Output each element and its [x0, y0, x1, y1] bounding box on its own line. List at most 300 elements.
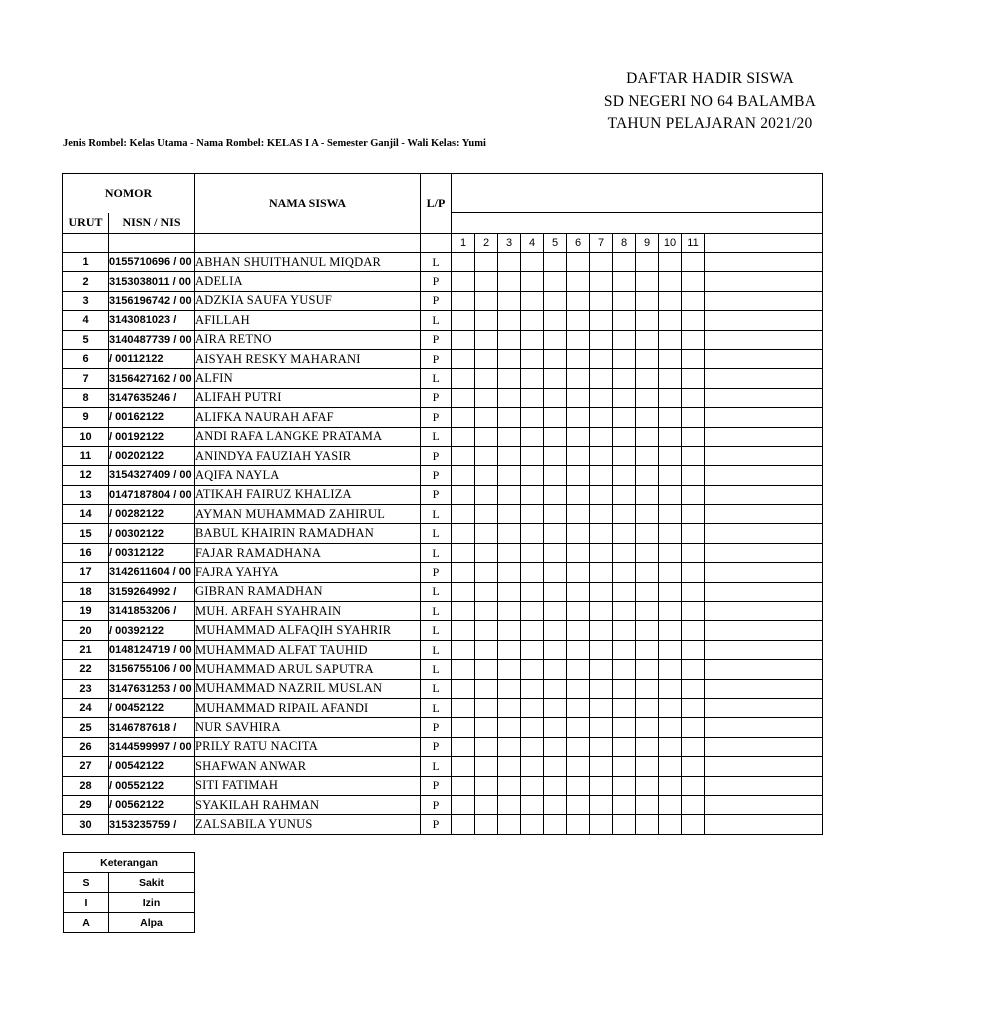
attendance-cell[interactable]	[475, 272, 498, 291]
attendance-cell[interactable]	[705, 718, 823, 737]
attendance-cell[interactable]	[636, 543, 659, 562]
attendance-cell[interactable]	[659, 640, 682, 659]
attendance-cell[interactable]	[705, 640, 823, 659]
attendance-cell[interactable]	[452, 446, 475, 465]
attendance-cell[interactable]	[498, 388, 521, 407]
attendance-cell[interactable]	[705, 737, 823, 756]
attendance-cell[interactable]	[636, 737, 659, 756]
attendance-cell[interactable]	[682, 466, 705, 485]
attendance-cell[interactable]	[544, 369, 567, 388]
attendance-cell[interactable]	[452, 660, 475, 679]
attendance-cell[interactable]	[682, 795, 705, 814]
attendance-cell[interactable]	[452, 330, 475, 349]
attendance-cell[interactable]	[521, 679, 544, 698]
attendance-cell[interactable]	[659, 272, 682, 291]
attendance-cell[interactable]	[475, 815, 498, 834]
attendance-cell[interactable]	[659, 698, 682, 717]
attendance-cell[interactable]	[544, 408, 567, 427]
attendance-cell[interactable]	[613, 505, 636, 524]
attendance-cell[interactable]	[590, 776, 613, 795]
attendance-cell[interactable]	[521, 408, 544, 427]
attendance-cell[interactable]	[452, 776, 475, 795]
attendance-cell[interactable]	[498, 524, 521, 543]
attendance-cell[interactable]	[659, 524, 682, 543]
attendance-cell[interactable]	[590, 349, 613, 368]
attendance-cell[interactable]	[498, 272, 521, 291]
attendance-cell[interactable]	[590, 757, 613, 776]
attendance-cell[interactable]	[682, 563, 705, 582]
attendance-cell[interactable]	[659, 737, 682, 756]
attendance-cell[interactable]	[521, 543, 544, 562]
attendance-cell[interactable]	[475, 291, 498, 310]
attendance-cell[interactable]	[590, 718, 613, 737]
attendance-cell[interactable]	[613, 776, 636, 795]
attendance-cell[interactable]	[613, 349, 636, 368]
attendance-cell[interactable]	[636, 505, 659, 524]
attendance-cell[interactable]	[682, 330, 705, 349]
attendance-cell[interactable]	[567, 272, 590, 291]
attendance-cell[interactable]	[682, 602, 705, 621]
attendance-cell[interactable]	[567, 563, 590, 582]
attendance-cell[interactable]	[636, 563, 659, 582]
attendance-cell[interactable]	[475, 660, 498, 679]
attendance-cell[interactable]	[452, 272, 475, 291]
attendance-cell[interactable]	[659, 776, 682, 795]
attendance-cell[interactable]	[659, 679, 682, 698]
attendance-cell[interactable]	[659, 815, 682, 834]
attendance-cell[interactable]	[452, 621, 475, 640]
attendance-cell[interactable]	[452, 679, 475, 698]
attendance-cell[interactable]	[452, 602, 475, 621]
attendance-cell[interactable]	[544, 427, 567, 446]
attendance-cell[interactable]	[590, 698, 613, 717]
attendance-cell[interactable]	[636, 291, 659, 310]
attendance-cell[interactable]	[613, 815, 636, 834]
attendance-cell[interactable]	[452, 408, 475, 427]
attendance-cell[interactable]	[521, 815, 544, 834]
attendance-cell[interactable]	[567, 543, 590, 562]
attendance-cell[interactable]	[682, 698, 705, 717]
attendance-cell[interactable]	[590, 311, 613, 330]
attendance-cell[interactable]	[613, 408, 636, 427]
attendance-cell[interactable]	[659, 795, 682, 814]
attendance-cell[interactable]	[521, 737, 544, 756]
attendance-cell[interactable]	[705, 815, 823, 834]
attendance-cell[interactable]	[636, 427, 659, 446]
attendance-cell[interactable]	[705, 446, 823, 465]
attendance-cell[interactable]	[567, 485, 590, 504]
attendance-cell[interactable]	[659, 757, 682, 776]
attendance-cell[interactable]	[475, 698, 498, 717]
attendance-cell[interactable]	[659, 718, 682, 737]
attendance-cell[interactable]	[498, 621, 521, 640]
attendance-cell[interactable]	[475, 718, 498, 737]
attendance-cell[interactable]	[682, 718, 705, 737]
attendance-cell[interactable]	[659, 602, 682, 621]
attendance-cell[interactable]	[636, 815, 659, 834]
attendance-cell[interactable]	[544, 505, 567, 524]
attendance-cell[interactable]	[590, 621, 613, 640]
attendance-cell[interactable]	[590, 272, 613, 291]
attendance-cell[interactable]	[705, 466, 823, 485]
attendance-cell[interactable]	[544, 815, 567, 834]
attendance-cell[interactable]	[498, 815, 521, 834]
attendance-cell[interactable]	[475, 466, 498, 485]
attendance-cell[interactable]	[498, 408, 521, 427]
attendance-cell[interactable]	[636, 757, 659, 776]
attendance-cell[interactable]	[521, 291, 544, 310]
attendance-cell[interactable]	[590, 679, 613, 698]
attendance-cell[interactable]	[590, 815, 613, 834]
attendance-cell[interactable]	[498, 446, 521, 465]
attendance-cell[interactable]	[521, 698, 544, 717]
attendance-cell[interactable]	[659, 660, 682, 679]
attendance-cell[interactable]	[452, 466, 475, 485]
attendance-cell[interactable]	[452, 505, 475, 524]
attendance-cell[interactable]	[498, 602, 521, 621]
attendance-cell[interactable]	[452, 795, 475, 814]
attendance-cell[interactable]	[705, 369, 823, 388]
attendance-cell[interactable]	[452, 563, 475, 582]
attendance-cell[interactable]	[636, 485, 659, 504]
attendance-cell[interactable]	[682, 369, 705, 388]
attendance-cell[interactable]	[705, 602, 823, 621]
attendance-cell[interactable]	[475, 311, 498, 330]
attendance-cell[interactable]	[567, 815, 590, 834]
attendance-cell[interactable]	[636, 795, 659, 814]
attendance-cell[interactable]	[705, 543, 823, 562]
attendance-cell[interactable]	[705, 757, 823, 776]
attendance-cell[interactable]	[613, 253, 636, 272]
attendance-cell[interactable]	[452, 815, 475, 834]
attendance-cell[interactable]	[636, 776, 659, 795]
attendance-cell[interactable]	[544, 524, 567, 543]
attendance-cell[interactable]	[682, 815, 705, 834]
attendance-cell[interactable]	[521, 563, 544, 582]
attendance-cell[interactable]	[590, 660, 613, 679]
attendance-cell[interactable]	[613, 291, 636, 310]
attendance-cell[interactable]	[452, 698, 475, 717]
attendance-cell[interactable]	[590, 369, 613, 388]
attendance-cell[interactable]	[682, 446, 705, 465]
attendance-cell[interactable]	[544, 388, 567, 407]
attendance-cell[interactable]	[498, 718, 521, 737]
attendance-cell[interactable]	[567, 795, 590, 814]
attendance-cell[interactable]	[544, 679, 567, 698]
attendance-cell[interactable]	[682, 311, 705, 330]
attendance-cell[interactable]	[475, 757, 498, 776]
attendance-cell[interactable]	[636, 582, 659, 601]
attendance-cell[interactable]	[659, 369, 682, 388]
attendance-cell[interactable]	[613, 795, 636, 814]
attendance-cell[interactable]	[498, 563, 521, 582]
attendance-cell[interactable]	[659, 485, 682, 504]
attendance-cell[interactable]	[521, 757, 544, 776]
attendance-cell[interactable]	[659, 466, 682, 485]
attendance-cell[interactable]	[452, 582, 475, 601]
attendance-cell[interactable]	[636, 253, 659, 272]
attendance-cell[interactable]	[613, 621, 636, 640]
attendance-cell[interactable]	[544, 776, 567, 795]
attendance-cell[interactable]	[590, 330, 613, 349]
attendance-cell[interactable]	[521, 446, 544, 465]
attendance-cell[interactable]	[613, 543, 636, 562]
attendance-cell[interactable]	[613, 640, 636, 659]
attendance-cell[interactable]	[452, 718, 475, 737]
attendance-cell[interactable]	[590, 602, 613, 621]
attendance-cell[interactable]	[544, 330, 567, 349]
attendance-cell[interactable]	[521, 621, 544, 640]
attendance-cell[interactable]	[682, 349, 705, 368]
attendance-cell[interactable]	[452, 524, 475, 543]
attendance-cell[interactable]	[498, 466, 521, 485]
attendance-cell[interactable]	[613, 388, 636, 407]
attendance-cell[interactable]	[475, 679, 498, 698]
attendance-cell[interactable]	[452, 737, 475, 756]
attendance-cell[interactable]	[498, 505, 521, 524]
attendance-cell[interactable]	[659, 330, 682, 349]
attendance-cell[interactable]	[544, 718, 567, 737]
attendance-cell[interactable]	[636, 369, 659, 388]
attendance-cell[interactable]	[682, 737, 705, 756]
attendance-cell[interactable]	[521, 349, 544, 368]
attendance-cell[interactable]	[544, 640, 567, 659]
attendance-cell[interactable]	[682, 660, 705, 679]
attendance-cell[interactable]	[590, 582, 613, 601]
attendance-cell[interactable]	[452, 291, 475, 310]
attendance-cell[interactable]	[590, 737, 613, 756]
attendance-cell[interactable]	[705, 330, 823, 349]
attendance-cell[interactable]	[613, 427, 636, 446]
attendance-cell[interactable]	[475, 621, 498, 640]
attendance-cell[interactable]	[613, 660, 636, 679]
attendance-cell[interactable]	[682, 640, 705, 659]
attendance-cell[interactable]	[636, 272, 659, 291]
attendance-cell[interactable]	[475, 776, 498, 795]
attendance-cell[interactable]	[567, 466, 590, 485]
attendance-cell[interactable]	[452, 543, 475, 562]
attendance-cell[interactable]	[475, 563, 498, 582]
attendance-cell[interactable]	[705, 776, 823, 795]
attendance-cell[interactable]	[475, 485, 498, 504]
attendance-cell[interactable]	[567, 776, 590, 795]
attendance-cell[interactable]	[475, 505, 498, 524]
attendance-cell[interactable]	[567, 253, 590, 272]
attendance-cell[interactable]	[498, 253, 521, 272]
attendance-cell[interactable]	[567, 349, 590, 368]
attendance-cell[interactable]	[567, 427, 590, 446]
attendance-cell[interactable]	[636, 408, 659, 427]
attendance-cell[interactable]	[659, 505, 682, 524]
attendance-cell[interactable]	[636, 679, 659, 698]
attendance-cell[interactable]	[544, 582, 567, 601]
attendance-cell[interactable]	[452, 485, 475, 504]
attendance-cell[interactable]	[521, 311, 544, 330]
attendance-cell[interactable]	[705, 427, 823, 446]
attendance-cell[interactable]	[521, 466, 544, 485]
attendance-cell[interactable]	[636, 466, 659, 485]
attendance-cell[interactable]	[498, 679, 521, 698]
attendance-cell[interactable]	[498, 291, 521, 310]
attendance-cell[interactable]	[613, 446, 636, 465]
attendance-cell[interactable]	[567, 446, 590, 465]
attendance-cell[interactable]	[521, 388, 544, 407]
attendance-cell[interactable]	[544, 311, 567, 330]
attendance-cell[interactable]	[613, 698, 636, 717]
attendance-cell[interactable]	[705, 388, 823, 407]
attendance-cell[interactable]	[636, 330, 659, 349]
attendance-cell[interactable]	[590, 640, 613, 659]
attendance-cell[interactable]	[613, 757, 636, 776]
attendance-cell[interactable]	[613, 718, 636, 737]
attendance-cell[interactable]	[659, 543, 682, 562]
attendance-cell[interactable]	[567, 698, 590, 717]
attendance-cell[interactable]	[590, 427, 613, 446]
attendance-cell[interactable]	[452, 757, 475, 776]
attendance-cell[interactable]	[452, 369, 475, 388]
attendance-cell[interactable]	[567, 330, 590, 349]
attendance-cell[interactable]	[567, 660, 590, 679]
attendance-cell[interactable]	[521, 524, 544, 543]
attendance-cell[interactable]	[567, 582, 590, 601]
attendance-cell[interactable]	[636, 660, 659, 679]
attendance-cell[interactable]	[498, 660, 521, 679]
attendance-cell[interactable]	[498, 698, 521, 717]
attendance-cell[interactable]	[590, 505, 613, 524]
attendance-cell[interactable]	[705, 795, 823, 814]
attendance-cell[interactable]	[544, 795, 567, 814]
attendance-cell[interactable]	[682, 582, 705, 601]
attendance-cell[interactable]	[613, 737, 636, 756]
attendance-cell[interactable]	[659, 446, 682, 465]
attendance-cell[interactable]	[521, 718, 544, 737]
attendance-cell[interactable]	[590, 795, 613, 814]
attendance-cell[interactable]	[452, 253, 475, 272]
attendance-cell[interactable]	[682, 388, 705, 407]
attendance-cell[interactable]	[521, 427, 544, 446]
attendance-cell[interactable]	[544, 660, 567, 679]
attendance-cell[interactable]	[705, 408, 823, 427]
attendance-cell[interactable]	[475, 737, 498, 756]
attendance-cell[interactable]	[613, 369, 636, 388]
attendance-cell[interactable]	[544, 698, 567, 717]
attendance-cell[interactable]	[659, 408, 682, 427]
attendance-cell[interactable]	[498, 582, 521, 601]
attendance-cell[interactable]	[521, 640, 544, 659]
attendance-cell[interactable]	[636, 718, 659, 737]
attendance-cell[interactable]	[521, 582, 544, 601]
attendance-cell[interactable]	[452, 349, 475, 368]
attendance-cell[interactable]	[521, 330, 544, 349]
attendance-cell[interactable]	[452, 640, 475, 659]
attendance-cell[interactable]	[544, 446, 567, 465]
attendance-cell[interactable]	[567, 602, 590, 621]
attendance-cell[interactable]	[705, 291, 823, 310]
attendance-cell[interactable]	[682, 291, 705, 310]
attendance-cell[interactable]	[682, 543, 705, 562]
attendance-cell[interactable]	[636, 602, 659, 621]
attendance-cell[interactable]	[682, 621, 705, 640]
attendance-cell[interactable]	[567, 679, 590, 698]
attendance-cell[interactable]	[498, 776, 521, 795]
attendance-cell[interactable]	[567, 505, 590, 524]
attendance-cell[interactable]	[544, 349, 567, 368]
attendance-cell[interactable]	[659, 582, 682, 601]
attendance-cell[interactable]	[682, 427, 705, 446]
attendance-cell[interactable]	[498, 427, 521, 446]
attendance-cell[interactable]	[567, 737, 590, 756]
attendance-cell[interactable]	[544, 543, 567, 562]
attendance-cell[interactable]	[613, 330, 636, 349]
attendance-cell[interactable]	[521, 253, 544, 272]
attendance-cell[interactable]	[613, 485, 636, 504]
attendance-cell[interactable]	[567, 369, 590, 388]
attendance-cell[interactable]	[659, 349, 682, 368]
attendance-cell[interactable]	[705, 485, 823, 504]
attendance-cell[interactable]	[521, 795, 544, 814]
attendance-cell[interactable]	[590, 388, 613, 407]
attendance-cell[interactable]	[613, 524, 636, 543]
attendance-cell[interactable]	[498, 737, 521, 756]
attendance-cell[interactable]	[567, 718, 590, 737]
attendance-cell[interactable]	[498, 640, 521, 659]
attendance-cell[interactable]	[659, 253, 682, 272]
attendance-cell[interactable]	[498, 369, 521, 388]
attendance-cell[interactable]	[475, 582, 498, 601]
attendance-cell[interactable]	[544, 466, 567, 485]
attendance-cell[interactable]	[452, 427, 475, 446]
attendance-cell[interactable]	[636, 640, 659, 659]
attendance-cell[interactable]	[659, 291, 682, 310]
attendance-cell[interactable]	[521, 776, 544, 795]
attendance-cell[interactable]	[544, 253, 567, 272]
attendance-cell[interactable]	[521, 485, 544, 504]
attendance-cell[interactable]	[613, 272, 636, 291]
attendance-cell[interactable]	[705, 272, 823, 291]
attendance-cell[interactable]	[521, 272, 544, 291]
attendance-cell[interactable]	[475, 349, 498, 368]
attendance-cell[interactable]	[567, 640, 590, 659]
attendance-cell[interactable]	[544, 563, 567, 582]
attendance-cell[interactable]	[659, 563, 682, 582]
attendance-cell[interactable]	[544, 757, 567, 776]
attendance-cell[interactable]	[636, 524, 659, 543]
attendance-cell[interactable]	[567, 757, 590, 776]
attendance-cell[interactable]	[521, 660, 544, 679]
attendance-cell[interactable]	[567, 621, 590, 640]
attendance-cell[interactable]	[590, 466, 613, 485]
attendance-cell[interactable]	[659, 311, 682, 330]
attendance-cell[interactable]	[613, 466, 636, 485]
attendance-cell[interactable]	[682, 679, 705, 698]
attendance-cell[interactable]	[613, 679, 636, 698]
attendance-cell[interactable]	[636, 621, 659, 640]
attendance-cell[interactable]	[613, 582, 636, 601]
attendance-cell[interactable]	[636, 388, 659, 407]
attendance-cell[interactable]	[613, 563, 636, 582]
attendance-cell[interactable]	[682, 253, 705, 272]
attendance-cell[interactable]	[659, 388, 682, 407]
attendance-cell[interactable]	[544, 602, 567, 621]
attendance-cell[interactable]	[636, 446, 659, 465]
attendance-cell[interactable]	[613, 311, 636, 330]
attendance-cell[interactable]	[590, 543, 613, 562]
attendance-cell[interactable]	[682, 776, 705, 795]
attendance-cell[interactable]	[475, 253, 498, 272]
attendance-cell[interactable]	[475, 640, 498, 659]
attendance-cell[interactable]	[567, 524, 590, 543]
attendance-cell[interactable]	[544, 737, 567, 756]
